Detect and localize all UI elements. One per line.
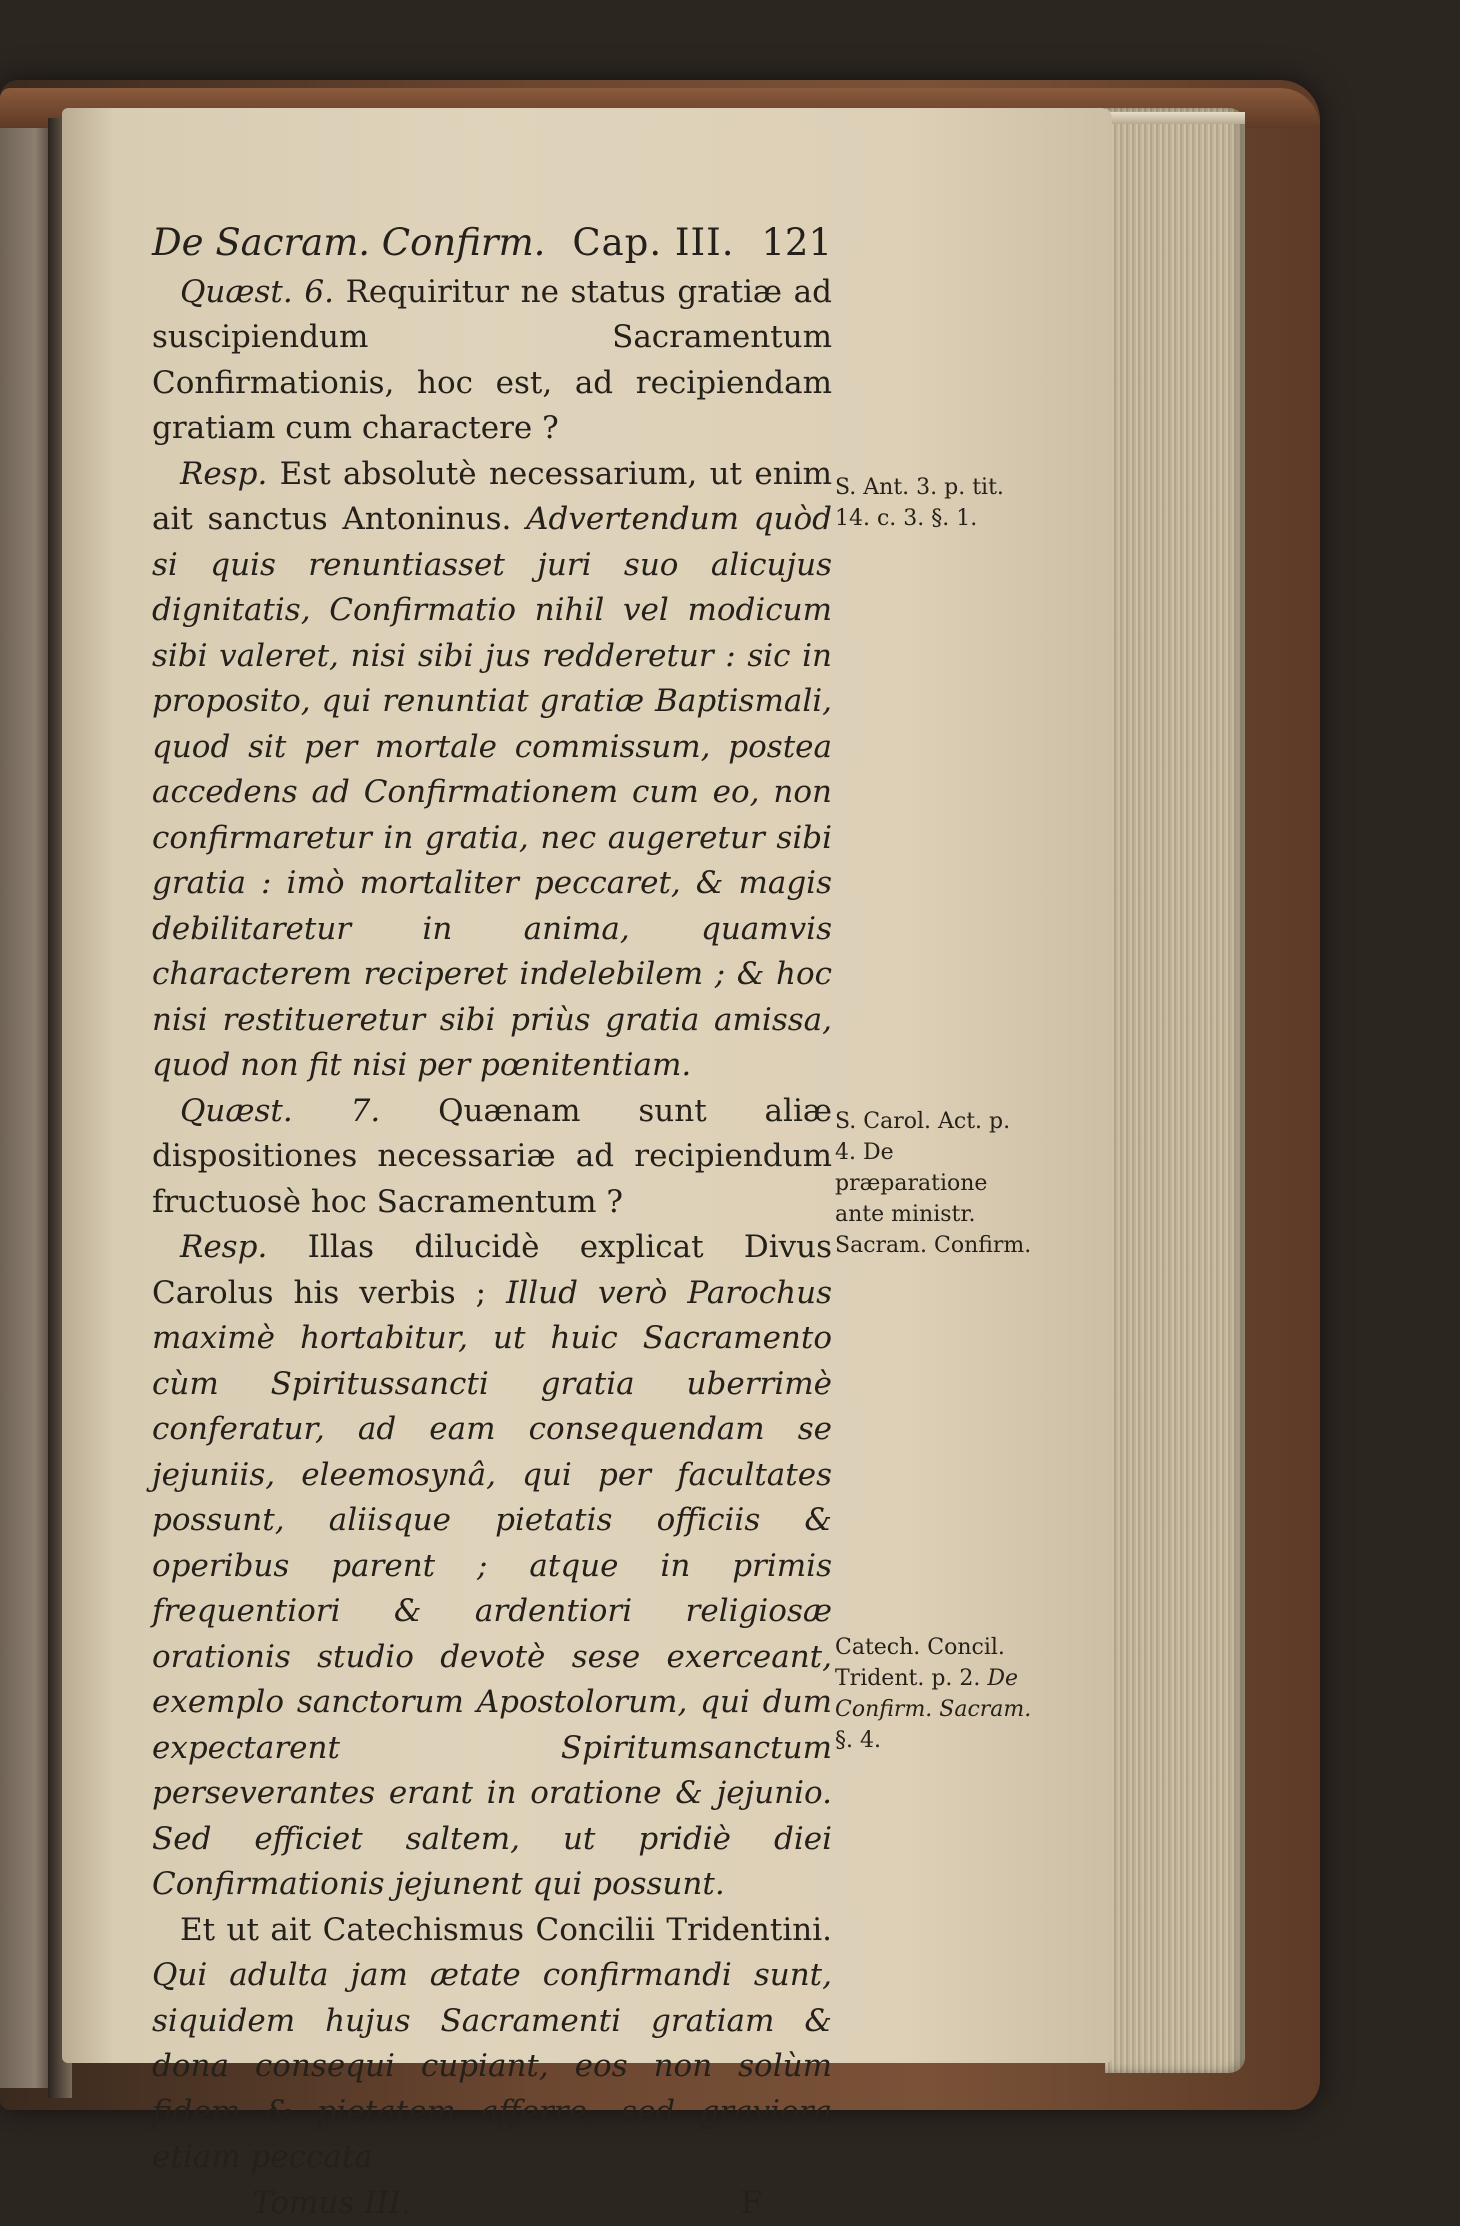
margin-note-catechism (835, 1632, 1035, 1756)
running-header-title: De Sacram. Confirm. (152, 220, 545, 266)
paragraph-label: Resp. (180, 456, 267, 492)
paragraph-quotation: Qui adulta jam ætate confirmandi sunt, siquidem hujus Sacramenti gratiam & dona consequi cupiant, eos non solùm fidem & pietatem afferre, sed graviora etiam peccata (152, 1957, 832, 2175)
paragraph-text: Quænam sunt aliæ dispositiones necessariæ ad recipiendum fructuosè hoc Sacramentum ? (152, 1093, 832, 1220)
margin-note-italic: De Confirm. Sacram. (835, 1666, 1031, 1722)
margin-note-text: Catech. Concil. Trident. p. 2. (835, 1635, 1005, 1691)
paragraph-resp-2 (152, 1225, 832, 1908)
paragraph-quotation: Advertendum quòd si quis renuntiasset juri suo alicujus dignitatis, Confirmatio nihil vel modicum sibi valeret, nisi sibi jus redderetur : sic in proposito, qui renuntiat gratiæ Baptismali, quod sit per mortale commissum, postea accedens ad Confirmationem cum eo, non confirmaretur in gratia, nec augeretur sibi gratia : imò mortaliter peccaret, & magis debilitaretur in anima, quamvis characterem reciperet indelebilem ; & hoc nisi restitueretur sibi priùs gratia amissa, quod non fit nisi per pœnitentiam. (152, 501, 832, 1083)
paragraph-quaest-6 (152, 270, 832, 452)
paragraph-quaest-7 (152, 1089, 832, 1226)
page-text-block (152, 220, 832, 2226)
margin-note-carolus (835, 1106, 1035, 1261)
paragraph-catechismus (152, 1908, 832, 2181)
paragraph-text: Est absolutè necessarium, ut enim ait sanctus Antoninus. (152, 456, 832, 538)
paragraph-text: Et ut ait Catechismus Concilii Tridentini. (180, 1912, 832, 1948)
margin-note-text: S. Ant. 3. p. tit. 14. c. 3. §. 1. (835, 475, 1004, 531)
volume-catchword: Tomus III. (252, 2181, 411, 2226)
paragraph-text: Requiritur ne status gratiæ ad suscipiendum Sacramentum Confirmationis, hoc est, ad recipiendam gratiam cum charactere ? (152, 274, 832, 447)
margin-note-antoninus (835, 472, 1035, 534)
paragraph-resp-1 (152, 452, 832, 1089)
margin-note-tail: §. 4. (835, 1728, 881, 1753)
margin-note-text: S. Carol. Act. p. 4. De præparatione ante ministr. Sacram. Confirm. (835, 1109, 1031, 1258)
page-number: 121 (761, 220, 832, 266)
page-block-edges (1105, 108, 1245, 2073)
paragraph-label: Quæst. 7. (180, 1093, 380, 1129)
page-block-top (1105, 112, 1245, 124)
paragraph-label: Quæst. 6. (180, 274, 334, 310)
paragraph-label: Resp. (180, 1229, 267, 1265)
paragraph-text: Illas dilucidè explicat Divus Carolus his verbis ; (152, 1229, 832, 1311)
signature-mark: F (740, 2181, 762, 2226)
paragraph-quotation: Illud verò Parochus maximè hortabitur, ut huic Sacramento cùm Spiritussancti gratia uberrimè conferatur, ad eam consequendam se jejuniis, eleemosynâ, qui per facultates possunt, aliisque pietatis officiis & operibus parent ; atque in primis frequentiori & ardentiori religiosæ orationis studio devotè sese exerceant, exemplo sanctorum Apostolorum, qui dum expectarent Spiritumsanctum perseverantes erant in oratione & jejunio. Sed efficiet saltem, ut pridiè diei Confirmationis jejunent qui possunt. (152, 1275, 832, 1903)
page-footer (152, 2181, 832, 2226)
previous-page-edge (0, 128, 50, 2088)
running-header (152, 220, 832, 266)
running-header-chapter: Cap. III. (572, 220, 734, 266)
